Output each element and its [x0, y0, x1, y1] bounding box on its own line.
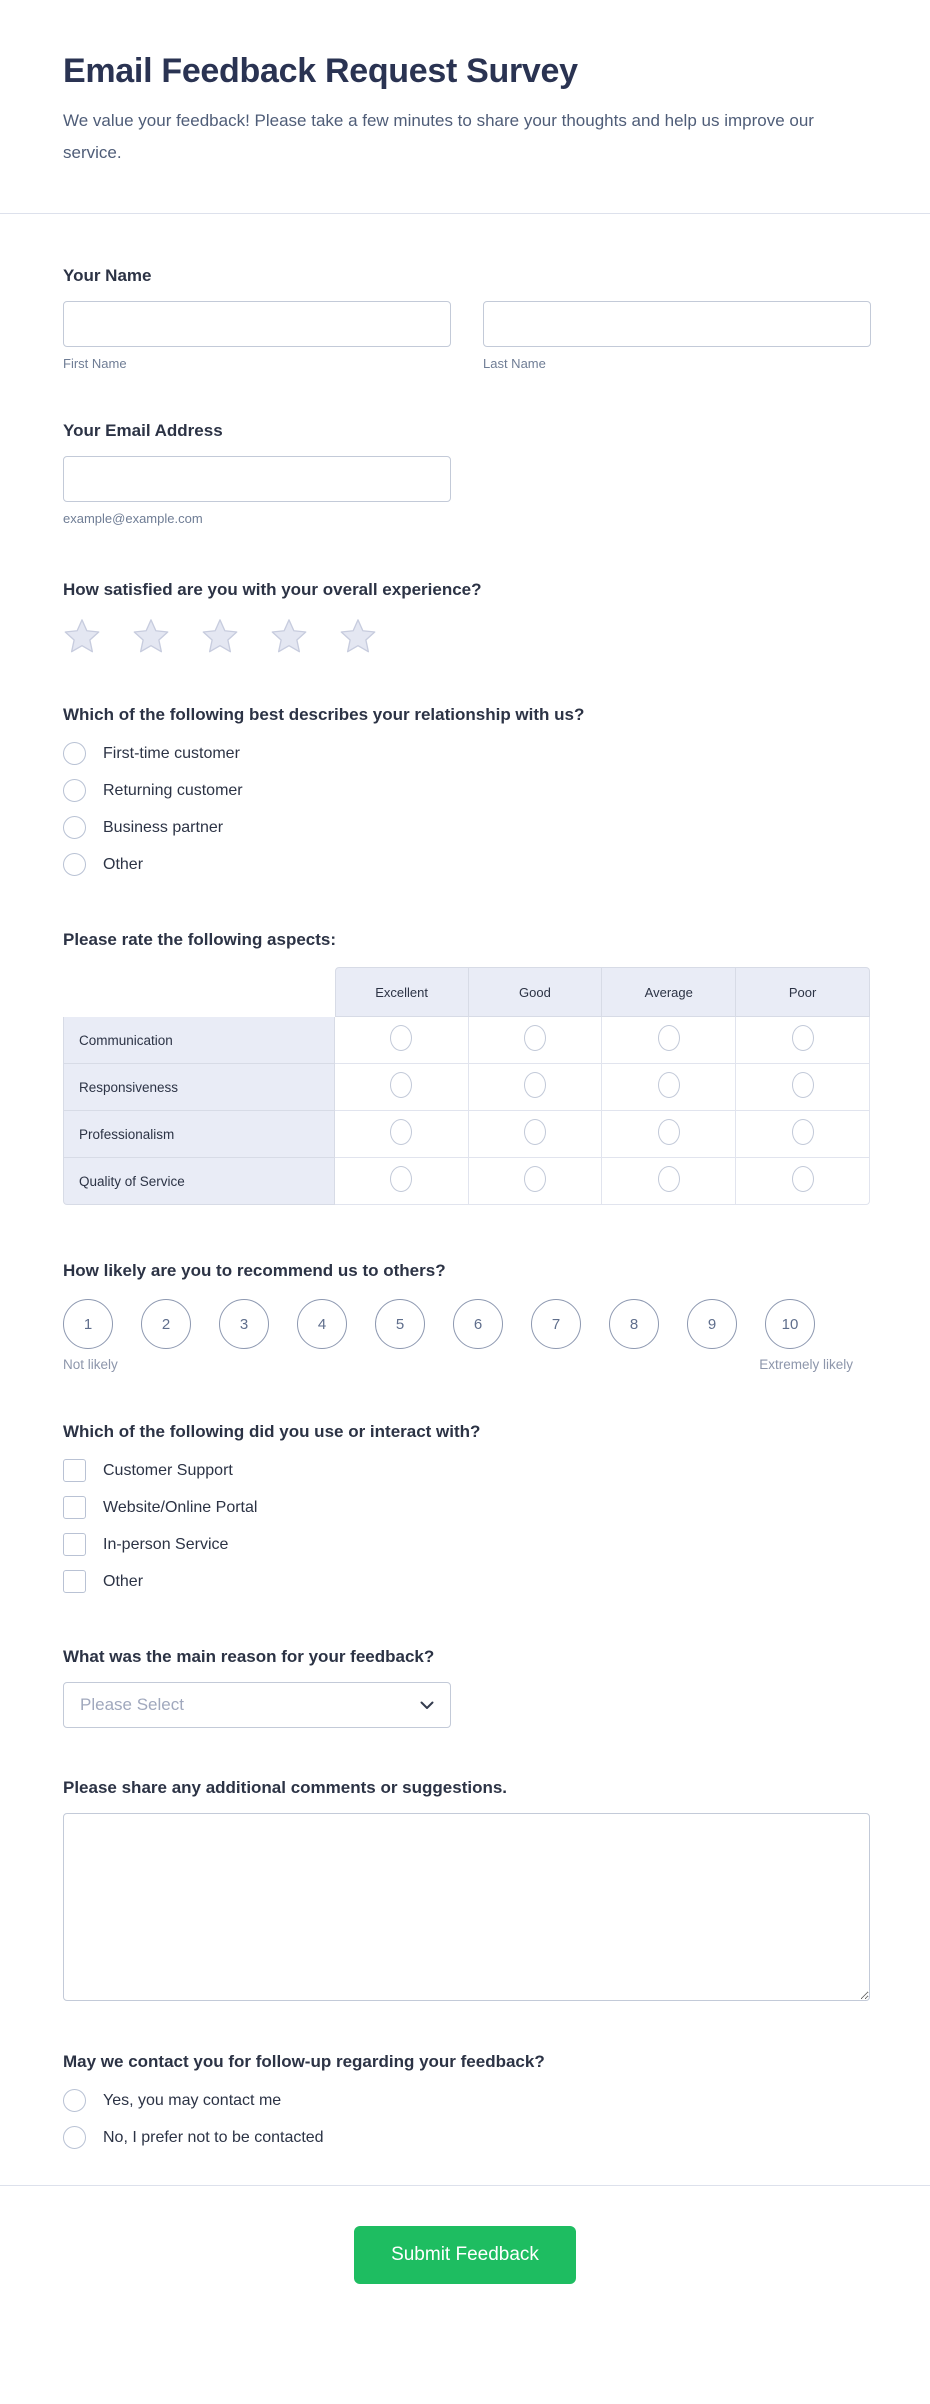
interactions-question-label: Which of the following did you use or interact with?	[63, 1422, 481, 1441]
radio-option-contact-yes[interactable]	[63, 2089, 870, 2112]
comments-question-label: Please share any additional comments or suggestions.	[63, 1778, 508, 1797]
matrix-radio-professionalism-excellent[interactable]	[390, 1119, 412, 1145]
matrix-radio-quality-average[interactable]	[658, 1166, 680, 1192]
scale-option-2[interactable]: 2	[141, 1299, 191, 1349]
question-relationship	[63, 705, 870, 876]
matrix-radio-quality-good[interactable]	[524, 1166, 546, 1192]
matrix-radio-responsiveness-good[interactable]	[524, 1072, 546, 1098]
radio-option-label: Other	[103, 855, 144, 873]
radio-option-returning-customer[interactable]	[63, 779, 870, 802]
checkbox-option-label: Customer Support	[103, 1461, 233, 1479]
question-email	[63, 421, 870, 526]
matrix-row-label-communication: Communication	[63, 1017, 335, 1064]
matrix-radio-responsiveness-average[interactable]	[658, 1072, 680, 1098]
contact-question-label: May we contact you for follow-up regarding your feedback?	[63, 2052, 545, 2071]
scale-option-7[interactable]: 7	[531, 1299, 581, 1349]
matrix-radio-professionalism-average[interactable]	[658, 1119, 680, 1145]
matrix-radio-quality-poor[interactable]	[792, 1166, 814, 1192]
matrix-col-header-excellent: Excellent	[335, 967, 469, 1017]
checkbox-option-website-portal[interactable]	[63, 1496, 870, 1519]
submit-button[interactable]: Submit Feedback	[354, 2226, 576, 2284]
radio-option-other-relationship[interactable]	[63, 853, 870, 876]
matrix-radio-communication-good[interactable]	[524, 1025, 546, 1051]
star-icon-4[interactable]	[270, 617, 308, 655]
first-name-input[interactable]	[63, 301, 451, 347]
matrix-radio-quality-excellent[interactable]	[390, 1166, 412, 1192]
reason-select-placeholder: Please Select	[80, 1695, 184, 1714]
name-question-label: Your Name	[63, 266, 152, 285]
radio-icon[interactable]	[63, 2126, 86, 2149]
scale-option-4[interactable]: 4	[297, 1299, 347, 1349]
radio-option-label: Yes, you may contact me	[103, 2091, 282, 2109]
question-contact	[63, 2052, 870, 2149]
star-icon-2[interactable]	[132, 617, 170, 655]
table-row	[63, 1158, 870, 1205]
scale-option-6[interactable]: 6	[453, 1299, 503, 1349]
matrix-radio-communication-excellent[interactable]	[390, 1025, 412, 1051]
checkbox-icon[interactable]	[63, 1459, 86, 1482]
last-name-sublabel: Last Name	[483, 356, 546, 371]
scale-option-10[interactable]: 10	[765, 1299, 815, 1349]
scale-option-8[interactable]: 8	[609, 1299, 659, 1349]
matrix-col-header-average: Average	[602, 967, 736, 1017]
recommend-scale	[63, 1299, 870, 1349]
matrix-radio-responsiveness-excellent[interactable]	[390, 1072, 412, 1098]
matrix-col-header-poor: Poor	[736, 967, 870, 1017]
star-icon-3[interactable]	[201, 617, 239, 655]
matrix-row-label-quality-of-service: Quality of Service	[63, 1158, 335, 1205]
checkbox-icon[interactable]	[63, 1570, 86, 1593]
checkbox-option-other-interaction[interactable]	[63, 1570, 870, 1593]
radio-option-label: First-time customer	[103, 744, 240, 762]
checkbox-option-customer-support[interactable]	[63, 1459, 870, 1482]
radio-icon[interactable]	[63, 816, 86, 839]
radio-icon[interactable]	[63, 853, 86, 876]
rating-table-question-label: Please rate the following aspects:	[63, 930, 337, 949]
checkbox-option-label: Website/Online Portal	[103, 1498, 258, 1516]
email-input[interactable]	[63, 456, 451, 502]
question-comments	[63, 1778, 870, 2006]
email-question-label: Your Email Address	[63, 421, 223, 440]
checkbox-option-label: In-person Service	[103, 1535, 229, 1553]
question-interactions	[63, 1422, 870, 1593]
rating-matrix-table	[63, 967, 870, 1205]
checkbox-option-in-person-service[interactable]	[63, 1533, 870, 1556]
question-reason	[63, 1647, 870, 1728]
email-sublabel: example@example.com	[63, 511, 203, 526]
relationship-question-label: Which of the following best describes your relationship with us?	[63, 705, 585, 724]
matrix-radio-communication-average[interactable]	[658, 1025, 680, 1051]
matrix-corner-cell	[63, 967, 335, 1017]
radio-option-contact-no[interactable]	[63, 2126, 870, 2149]
question-name	[63, 266, 870, 371]
scale-min-caption: Not likely	[63, 1357, 118, 1372]
table-row	[63, 1111, 870, 1158]
submit-divider	[0, 2185, 930, 2186]
question-satisfaction	[63, 580, 870, 655]
reason-question-label: What was the main reason for your feedback?	[63, 1647, 435, 1666]
question-recommend	[63, 1261, 870, 1372]
first-name-sublabel: First Name	[63, 356, 127, 371]
question-rating-table	[63, 930, 870, 1205]
matrix-row-label-responsiveness: Responsiveness	[63, 1064, 335, 1111]
satisfaction-question-label: How satisfied are you with your overall experience?	[63, 580, 482, 599]
radio-option-label: Business partner	[103, 818, 224, 836]
matrix-radio-responsiveness-poor[interactable]	[792, 1072, 814, 1098]
radio-icon[interactable]	[63, 742, 86, 765]
form-subtitle: We value your feedback! Please take a few minutes to share your thoughts and help us improve our service.	[63, 111, 814, 162]
recommend-question-label: How likely are you to recommend us to others?	[63, 1261, 446, 1280]
star-icon-5[interactable]	[339, 617, 377, 655]
table-row	[63, 1017, 870, 1064]
checkbox-icon[interactable]	[63, 1496, 86, 1519]
radio-option-first-time-customer[interactable]	[63, 742, 870, 765]
form-header	[63, 0, 870, 169]
star-rating	[63, 617, 870, 655]
radio-option-label: Returning customer	[103, 781, 243, 799]
scale-option-1[interactable]: 1	[63, 1299, 113, 1349]
matrix-col-header-good: Good	[469, 967, 603, 1017]
header-divider	[0, 213, 930, 214]
last-name-input[interactable]	[483, 301, 871, 347]
radio-icon[interactable]	[63, 2089, 86, 2112]
checkbox-option-label: Other	[103, 1572, 144, 1590]
matrix-radio-professionalism-good[interactable]	[524, 1119, 546, 1145]
table-row	[63, 1064, 870, 1111]
scale-option-5[interactable]: 5	[375, 1299, 425, 1349]
page-title: Email Feedback Request Survey	[63, 52, 578, 90]
scale-option-3[interactable]: 3	[219, 1299, 269, 1349]
radio-option-label: No, I prefer not to be contacted	[103, 2128, 324, 2146]
checkbox-icon[interactable]	[63, 1533, 86, 1556]
scale-option-9[interactable]: 9	[687, 1299, 737, 1349]
scale-max-caption: Extremely likely	[759, 1357, 853, 1372]
reason-select[interactable]	[63, 1682, 451, 1728]
star-icon-1[interactable]	[63, 617, 101, 655]
matrix-radio-communication-poor[interactable]	[792, 1025, 814, 1051]
chevron-down-icon	[420, 1701, 434, 1710]
matrix-radio-professionalism-poor[interactable]	[792, 1119, 814, 1145]
comments-textarea[interactable]	[63, 1813, 870, 2001]
radio-option-business-partner[interactable]	[63, 816, 870, 839]
radio-icon[interactable]	[63, 779, 86, 802]
matrix-row-label-professionalism: Professionalism	[63, 1111, 335, 1158]
